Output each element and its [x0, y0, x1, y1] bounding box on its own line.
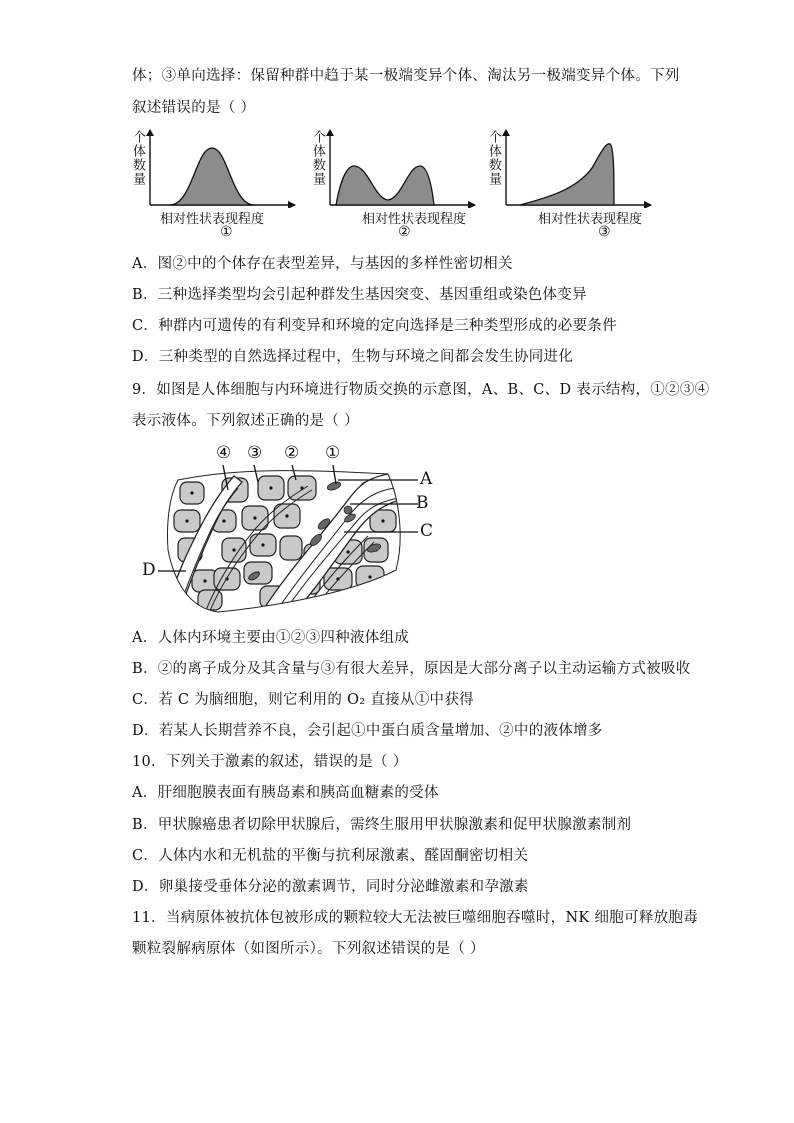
- q10-option-d: D．卵巢接受垂体分泌的激素调节，同时分泌雌激素和孕激素: [132, 879, 529, 895]
- tissue-exchange-figure: [138, 440, 438, 615]
- q9-stem-line2: 表示液体。下列叙述正确的是（ ）: [132, 413, 359, 429]
- tissue-drawing: [138, 440, 438, 615]
- graph2-xlabel: 相对性状表现程度: [362, 212, 467, 227]
- figure-label-a: A: [420, 469, 433, 489]
- graph1-number: ①: [220, 224, 233, 240]
- q8-stem-line1: 体；③单向选择：保留种群中趋于某一极端变异个体、淘汰另一极端变异个体。下列: [132, 68, 680, 84]
- graph3-plot: [486, 128, 656, 208]
- figure-label-d: D: [142, 560, 156, 580]
- q9-option-c: C．若 C 为脑细胞，则它利用的 O₂ 直接从①中获得: [132, 692, 474, 708]
- figure-label-1: ①: [325, 443, 341, 463]
- graph2-number: ②: [398, 224, 411, 240]
- q11-stem-line1: 11．当病原体被抗体包被形成的颗粒较大无法被巨噬细胞吞噬时，NK 细胞可释放胞毒: [132, 910, 699, 926]
- selection-graph-3: [486, 128, 656, 240]
- q10-option-c: C．人体内水和无机盐的平衡与抗利尿激素、醛固酮密切相关: [132, 848, 529, 864]
- q8-option-b: B．三种选择类型均会引起种群发生基因突变、基因重组或染色体变异: [132, 287, 587, 303]
- q9-option-a: A．人体内环境主要由①②③四种液体组成: [132, 630, 410, 646]
- graph2-plot: [310, 128, 480, 208]
- figure-label-4: ④: [216, 443, 232, 463]
- q8-stem-line2: 叙述错误的是（ ）: [132, 100, 256, 116]
- q10-option-a: A．肝细胞膜表面有胰岛素和胰高血糖素的受体: [132, 785, 439, 801]
- q8-option-c: C．种群内可遗传的有利变异和环境的定向选择是三种类型形成的必要条件: [132, 318, 617, 334]
- figure-label-b: B: [416, 493, 429, 513]
- graph1-ylabel: 个体数量: [130, 130, 145, 186]
- graph3-number: ③: [598, 224, 611, 240]
- q10-stem: 10．下列关于激素的叙述，错误的是（ ）: [132, 754, 408, 770]
- q11-stem-line2: 颗粒裂解病原体（如图所示）。下列叙述错误的是（ ）: [132, 941, 485, 957]
- graph1-plot: [130, 128, 300, 208]
- q8-option-a: A．图②中的个体存在表型差异，与基因的多样性密切相关: [132, 256, 513, 272]
- figure-label-c: C: [420, 521, 434, 541]
- figure-label-2: ②: [284, 443, 300, 463]
- graph2-ylabel: 个体数量: [310, 130, 325, 186]
- graph1-xlabel: 相对性状表现程度: [160, 212, 265, 227]
- graph3-ylabel: 个体数量: [486, 130, 501, 186]
- selection-graph-2: [310, 128, 480, 240]
- selection-graph-1: [130, 128, 300, 240]
- q10-option-b: B．甲状腺癌患者切除甲状腺后，需终生服用甲状腺激素和促甲状腺激素制剂: [132, 817, 632, 833]
- graph3-xlabel: 相对性状表现程度: [538, 212, 643, 227]
- q9-option-b: B．②的离子成分及其含量与③有很大差异，原因是大部分离子以主动运输方式被吸收: [132, 661, 691, 677]
- q8-option-d: D．三种类型的自然选择过程中，生物与环境之间都会发生协同进化: [132, 349, 574, 365]
- figure-label-3: ③: [247, 443, 263, 463]
- q9-stem-line1: 9．如图是人体细胞与内环境进行物质交换的示意图，A、B、C、D 表示结构，①②③④: [132, 382, 710, 398]
- q9-option-d: D．若某人长期营养不良，会引起①中蛋白质含量增加、②中的液体增多: [132, 723, 603, 739]
